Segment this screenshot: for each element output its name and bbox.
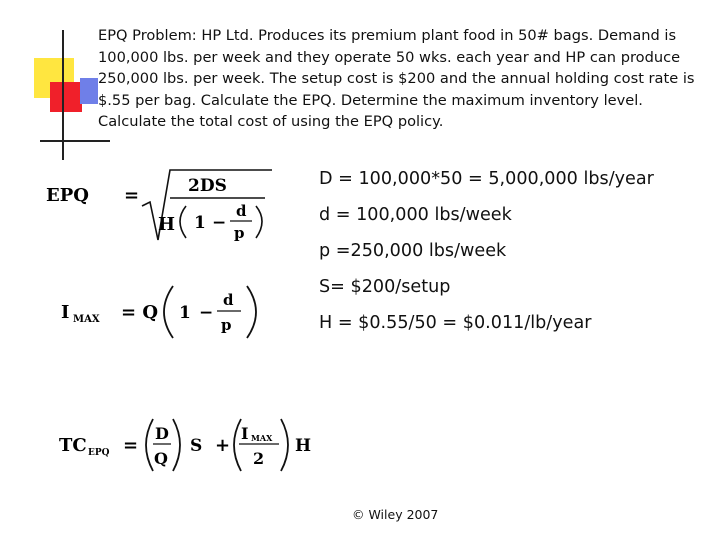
epq-denominator-h: H bbox=[158, 214, 176, 235]
imax-sub: MAX bbox=[73, 314, 100, 325]
tc-q: Q bbox=[154, 449, 168, 468]
imax-equals-q: = Q bbox=[121, 302, 159, 323]
imax-lhs: I bbox=[61, 302, 70, 323]
given-values-list bbox=[319, 167, 654, 347]
tc-i: I bbox=[241, 424, 249, 443]
tc-plus: + bbox=[215, 435, 231, 456]
epq-one: 1 bbox=[194, 213, 206, 233]
decor-horizontal-line bbox=[40, 140, 110, 142]
imax-minus: − bbox=[199, 303, 214, 323]
tc-h: H bbox=[295, 436, 312, 456]
imax-d: d bbox=[223, 291, 234, 309]
given-demand-annual: D = 100,000*50 = 5,000,000 lbs/year bbox=[319, 169, 654, 189]
tc-d: D bbox=[155, 424, 169, 443]
decor-blue-square bbox=[80, 78, 98, 104]
tc-lhs: TC bbox=[59, 435, 87, 456]
epq-p: p bbox=[234, 224, 245, 242]
given-holding-cost: H = $0.55/50 = $0.011/lb/year bbox=[319, 313, 592, 333]
tc-s: S bbox=[190, 436, 203, 456]
epq-formula bbox=[40, 158, 280, 250]
copyright-footer: © Wiley 2007 bbox=[352, 507, 439, 522]
epq-minus: − bbox=[212, 213, 227, 233]
problem-statement: EPQ Problem: HP Ltd. Produces its premium plant food in 50# bags. Demand is 100,000 lbs. per week and they operate 50 wks. each year and HP can produce 250,000 lbs. per week. The setup cost is $200 and the annual holding cost rate is $.55 per bag. Calculate the EPQ. Determine the maximum inventory level. Calculate the total cost of using the EPQ policy. bbox=[98, 27, 695, 131]
epq-lhs: EPQ bbox=[46, 185, 89, 206]
imax-formula bbox=[55, 280, 265, 344]
given-production-rate: p =250,000 lbs/week bbox=[319, 241, 507, 261]
given-setup-cost: S= $200/setup bbox=[319, 277, 451, 297]
given-demand-weekly: d = 100,000 lbs/week bbox=[319, 205, 512, 225]
epq-d: d bbox=[236, 202, 247, 220]
tc-isub: MAX bbox=[251, 433, 273, 443]
tc-two: 2 bbox=[253, 449, 265, 468]
epq-numerator: 2DS bbox=[188, 176, 227, 196]
tc-equals: = bbox=[123, 435, 139, 456]
tc-formula bbox=[55, 413, 315, 477]
epq-equals: = bbox=[124, 185, 140, 206]
tc-sub: EPQ bbox=[88, 448, 110, 458]
imax-one: 1 bbox=[179, 303, 191, 323]
imax-p: p bbox=[221, 316, 232, 334]
decor-red-square bbox=[50, 82, 82, 112]
